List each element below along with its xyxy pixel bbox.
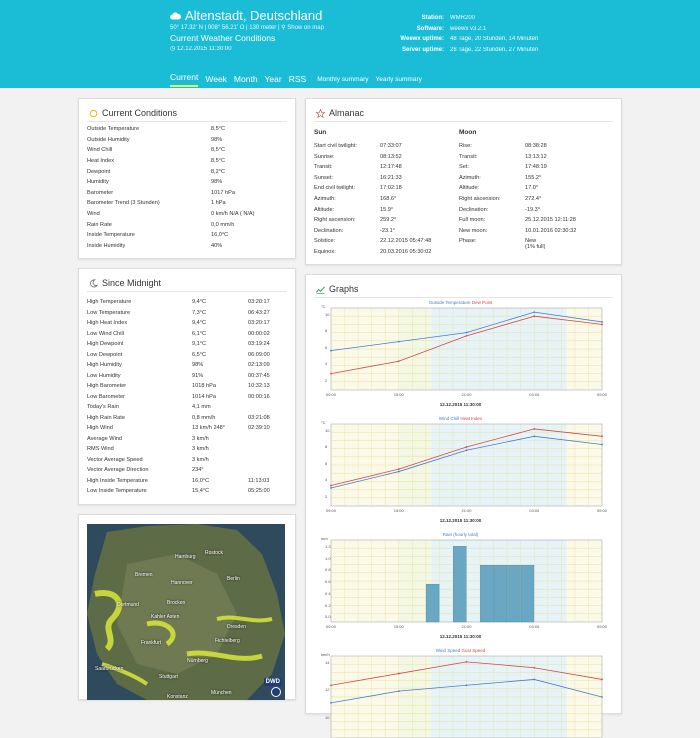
table-row: Phase: New (1% full) — [459, 238, 546, 251]
y-tick-label: 0.0 — [325, 614, 331, 620]
dwd-logo-emblem — [271, 687, 281, 697]
table-row: Wind 0 km/h N/A ( N/A) — [87, 211, 255, 218]
y-unit-label: km/h — [321, 652, 330, 657]
graph-date: 12.12.2015 11:30:00 — [439, 518, 482, 523]
table-row: Low Wind Chill 6,1°C 00:00:02 — [87, 330, 270, 337]
table-row: Transit: 13:13:12 — [459, 153, 547, 160]
site-title — [170, 8, 322, 23]
station-row: Weewx uptime: 48 Tage, 20 Stunden, 14 Minuten — [400, 36, 539, 43]
table-row: Equinox: 20.03.2016 05:30:02 — [314, 248, 432, 255]
y-tick-label: 8 — [325, 444, 328, 450]
card-title: Graphs — [316, 284, 359, 294]
moon-heading: Moon — [459, 129, 477, 136]
map-city-label: Brocken — [167, 600, 186, 606]
table-row: Altitude: 15.9° — [314, 206, 394, 213]
site-title-text: Altenstadt, Deutschland — [185, 8, 323, 23]
bar — [494, 565, 507, 622]
map-pin-icon: ⚲ — [281, 25, 286, 31]
table-row: Low Humidity 91% 00:37:45 — [87, 372, 270, 379]
map-city-label: Saarbrücken — [95, 666, 124, 672]
map-city-label: Hamburg — [175, 554, 196, 560]
data-point — [601, 321, 603, 323]
cloud-icon — [170, 12, 181, 20]
table-row: Heat Index 8,5°C — [87, 158, 226, 165]
table-row: Full moon: 25.12.2015 12:11:28 — [459, 217, 576, 224]
divider — [314, 297, 613, 298]
y-tick-label: 4 — [325, 477, 328, 483]
y-tick-label: 6 — [325, 344, 328, 350]
x-tick-label: 09:00 — [597, 392, 608, 397]
map-city-label: Frankfurt — [141, 640, 162, 646]
nav-yearly-summary[interactable]: Yearly summary — [375, 76, 422, 83]
station-row: Server uptime: 28 Tage, 22 Stunden, 27 Minuten — [401, 46, 539, 53]
plot — [325, 424, 608, 513]
table-row: Wind Chill 8,5°C — [87, 147, 226, 154]
table-row: Declination: -23.1° — [314, 227, 395, 234]
table-row: Dewpoint 8,2°C — [87, 168, 226, 175]
data-point — [398, 471, 400, 473]
page-subtitle: Current Weather Conditions — [170, 33, 276, 43]
graph-1 — [313, 300, 608, 408]
sun-heading: Sun — [314, 129, 327, 136]
star-icon — [316, 109, 325, 118]
y-tick-label: 2 — [325, 493, 328, 499]
table-row: Outside Temperature 8,5°C — [87, 126, 226, 133]
table-row: Outside Humidity 98% — [87, 136, 223, 143]
x-tick-label: 03:00 — [529, 624, 540, 629]
table-row: Inside Humidity 40% — [87, 242, 223, 249]
header — [0, 0, 700, 88]
x-tick-label: 09:00 — [326, 392, 337, 397]
table-row: Barometer Trend (3 Stunden) 1 hPa — [87, 200, 226, 207]
data-point — [466, 661, 468, 663]
divider — [87, 121, 287, 122]
line-chart-icon — [316, 285, 325, 294]
y-tick-label: 12 — [325, 687, 330, 693]
card-title: Current Conditions — [89, 108, 177, 118]
data-point — [533, 428, 535, 430]
y-tick-label: 0.4 — [325, 590, 331, 596]
clock-icon: ◷ — [170, 46, 176, 52]
y-tick-label: 4 — [325, 361, 328, 367]
table-row: Low Inside Temperature 15,4°C 05:25:00 — [87, 488, 270, 495]
map-city-label: Hannover — [171, 580, 193, 586]
nav-month[interactable]: Month — [233, 74, 258, 84]
dwd-logo: DWD — [265, 679, 280, 685]
data-point — [466, 684, 468, 686]
table-row: End civil twilight: 17:02:18 — [314, 185, 402, 192]
table-row: Sunset: 16:21:33 — [314, 174, 402, 181]
data-point — [398, 468, 400, 470]
y-unit-label: °C — [321, 304, 326, 309]
x-tick-label: 21:00 — [461, 624, 472, 629]
table-row: Declination: -19.3° — [459, 206, 540, 213]
coordinates: 50° 17.32' N | 008° 56.21' O | 130 meter | ⚲ Show on map — [170, 25, 324, 31]
table-row: Vector Average Direction 234° — [87, 467, 204, 474]
table-row: Start civil twilight: 07:33:07 — [314, 143, 402, 149]
table-row: Azimuth: 168.6° — [314, 195, 397, 202]
table-row: Sunrise: 08:13:52 — [314, 153, 402, 160]
current-conditions-table — [87, 124, 291, 251]
table-row: Low Barometer 1014 hPa 00:00:16 — [87, 393, 270, 400]
table-row: Solstice: 22.12.2015 05:47:48 — [314, 238, 432, 245]
y-unit-label: mm — [321, 536, 328, 541]
y-tick-label: 0.8 — [325, 567, 331, 573]
y-tick-label: 2 — [325, 377, 328, 383]
data-point — [601, 679, 603, 681]
sun-icon — [89, 109, 98, 118]
y-tick-label: 6 — [325, 460, 328, 466]
data-point — [533, 311, 535, 313]
y-tick-label: 10 — [325, 714, 330, 720]
graph-date: 12.12.2015 11:30:00 — [439, 402, 482, 407]
data-point — [601, 324, 603, 326]
table-row: Average Wind 3 km/h — [87, 435, 209, 442]
data-point — [330, 485, 332, 487]
table-row: RMS Wind 3 km/h — [87, 446, 209, 453]
table-row: Low Dewpoint 6,5°C 06:09:00 — [87, 351, 270, 358]
table-row: High Inside Temperature 16,0°C 11:13:03 — [87, 477, 270, 484]
table-row: High Dewpoint 9,1°C 03:19:24 — [87, 341, 270, 348]
table-row: Set: 17:48:19 — [459, 164, 547, 171]
map-city-label: Dresden — [227, 624, 246, 630]
data-point — [330, 487, 332, 489]
main-nav — [170, 72, 429, 87]
table-row: High Temperature 9,4°C 03:20:17 — [87, 299, 270, 306]
graph-4 — [313, 648, 608, 720]
bar — [453, 546, 466, 622]
x-tick-label: 15:00 — [393, 392, 404, 397]
x-tick-label: 09:00 — [597, 508, 608, 513]
nav-year[interactable]: Year — [264, 74, 282, 84]
graph-title: Wind Chill Heat Index — [438, 416, 483, 421]
moon-table — [459, 142, 595, 250]
x-tick-label: 15:00 — [393, 624, 404, 629]
data-point — [330, 350, 332, 352]
table-row: Today's Rain 4,1 mm — [87, 404, 211, 411]
graph-date: 12.12.2015 11:30:00 — [439, 634, 482, 639]
x-tick-label: 15:00 — [393, 508, 404, 513]
radar-map[interactable] — [87, 524, 285, 700]
graph-2 — [313, 416, 608, 524]
data-point — [466, 446, 468, 448]
x-tick-label: 09:00 — [326, 624, 337, 629]
data-point — [330, 373, 332, 375]
y-tick-label: 0.2 — [325, 602, 331, 608]
data-point — [398, 690, 400, 692]
y-tick-label: 10 — [325, 312, 330, 317]
table-row: Rise: 08:38:28 — [459, 143, 547, 149]
station-info — [380, 13, 538, 55]
y-unit-label: °C — [321, 420, 326, 425]
since-midnight-table — [87, 297, 288, 497]
table-row: High Barometer 1018 hPa 10:32:13 — [87, 383, 270, 390]
card-title: Since Midnight — [89, 278, 161, 288]
table-row: Vector Average Speed 3 km/h — [87, 456, 209, 463]
x-tick-label: 21:00 — [461, 508, 472, 513]
table-row: Azimuth: 155.2° — [459, 174, 542, 181]
table-row: High Heat Index 9,4°C 03:20:17 — [87, 320, 270, 327]
nav-rss[interactable]: RSS — [288, 74, 307, 84]
moon-icon — [89, 279, 98, 288]
y-tick-label: 1.0 — [325, 555, 331, 561]
graph-title: Rain (hourly total) — [442, 532, 479, 537]
nav-monthly-summary[interactable]: Monthly summary — [317, 76, 369, 83]
table-row: Right ascension: 272.4° — [459, 195, 542, 202]
station-row: Software: weewx v3.2.1 — [416, 25, 487, 32]
data-point — [533, 679, 535, 681]
x-tick-label: 21:00 — [461, 392, 472, 397]
table-row: Humidity 98% — [87, 179, 223, 186]
map-city-label: Bremen — [135, 572, 153, 578]
map-city-label: Rostock — [205, 550, 224, 556]
table-row: Low Temperature 7,3°C 06:43:27 — [87, 309, 270, 316]
show-on-map-link[interactable]: Show on map — [287, 25, 324, 31]
sun-table — [314, 142, 450, 259]
table-row: High Rain Rate 0,8 mm/h 03:21:08 — [87, 414, 270, 421]
table-row: Rain Rate 0,0 mm/h — [87, 221, 235, 228]
germany-map-image — [87, 524, 285, 700]
graph-title: Outside Temperature Dew Point — [428, 300, 493, 305]
x-tick-label: 03:00 — [529, 508, 540, 513]
map-city-label: Nürnberg — [187, 658, 208, 664]
divider — [87, 291, 287, 292]
bar — [521, 565, 534, 622]
y-tick-label: 0.6 — [325, 579, 331, 585]
data-point — [398, 673, 400, 675]
table-row: High Wind 13 km/h 248° 02:39:10 — [87, 425, 270, 432]
bar — [507, 565, 520, 622]
x-tick-label: 03:00 — [529, 392, 540, 397]
card-title: Almanac — [316, 108, 364, 118]
data-point — [601, 444, 603, 446]
nav-week[interactable]: Week — [205, 74, 227, 84]
data-point — [398, 360, 400, 362]
table-row: High Humidity 98% 02:13:09 — [87, 362, 270, 369]
x-tick-label: 09:00 — [597, 624, 608, 629]
map-city-label: Dortmund — [117, 602, 139, 608]
table-row: Right ascension: 259.2° — [314, 217, 397, 224]
plot — [325, 308, 608, 397]
data-point — [466, 335, 468, 337]
map-city-label: Konstanz — [167, 694, 188, 700]
plot-area — [331, 656, 602, 738]
data-point — [398, 341, 400, 343]
plot — [325, 540, 608, 629]
data-point — [601, 435, 603, 437]
plot-area — [331, 540, 602, 622]
data-point — [466, 449, 468, 451]
graph-3 — [313, 532, 608, 640]
table-row: Altitude: 17.0° — [459, 185, 539, 192]
map-city-label: Fichtelberg — [215, 638, 240, 644]
divider — [314, 121, 613, 122]
bar — [426, 584, 439, 622]
y-tick-label: 10 — [325, 428, 330, 433]
y-tick-label: 14 — [325, 660, 330, 665]
table-row: Inside Temperature 16,0°C — [87, 232, 229, 239]
graph-title: Wind Speed Gust Speed — [435, 648, 486, 653]
table-row: Barometer 1017 hPa — [87, 189, 235, 196]
plot-area — [331, 308, 602, 390]
table-row: Transit: 12:17:48 — [314, 164, 402, 171]
plot-area — [331, 424, 602, 506]
y-tick-label: 8 — [325, 328, 328, 334]
data-point — [466, 332, 468, 334]
map-city-label: Stuttgart — [159, 674, 178, 680]
table-row: New moon: 10.01.2016 02:30:32 — [459, 227, 577, 234]
station-row: Station: WMR200 — [421, 15, 476, 22]
data-point — [533, 315, 535, 317]
map-city-label: Kahler Asten — [151, 614, 180, 620]
map-city-label: München — [211, 690, 232, 696]
x-tick-label: 09:00 — [326, 508, 337, 513]
nav-current[interactable]: Current — [170, 72, 198, 87]
data-point — [330, 702, 332, 704]
data-point — [533, 435, 535, 437]
bar — [480, 565, 493, 622]
data-point — [533, 667, 535, 669]
data-point — [330, 684, 332, 686]
current-datetime: ◷ 12.12.2015 11:30:00 — [170, 46, 232, 52]
plot — [325, 656, 602, 738]
map-city-label: Berlin — [227, 576, 240, 582]
data-point — [601, 696, 603, 698]
y-tick-label: 1.2 — [325, 544, 331, 549]
